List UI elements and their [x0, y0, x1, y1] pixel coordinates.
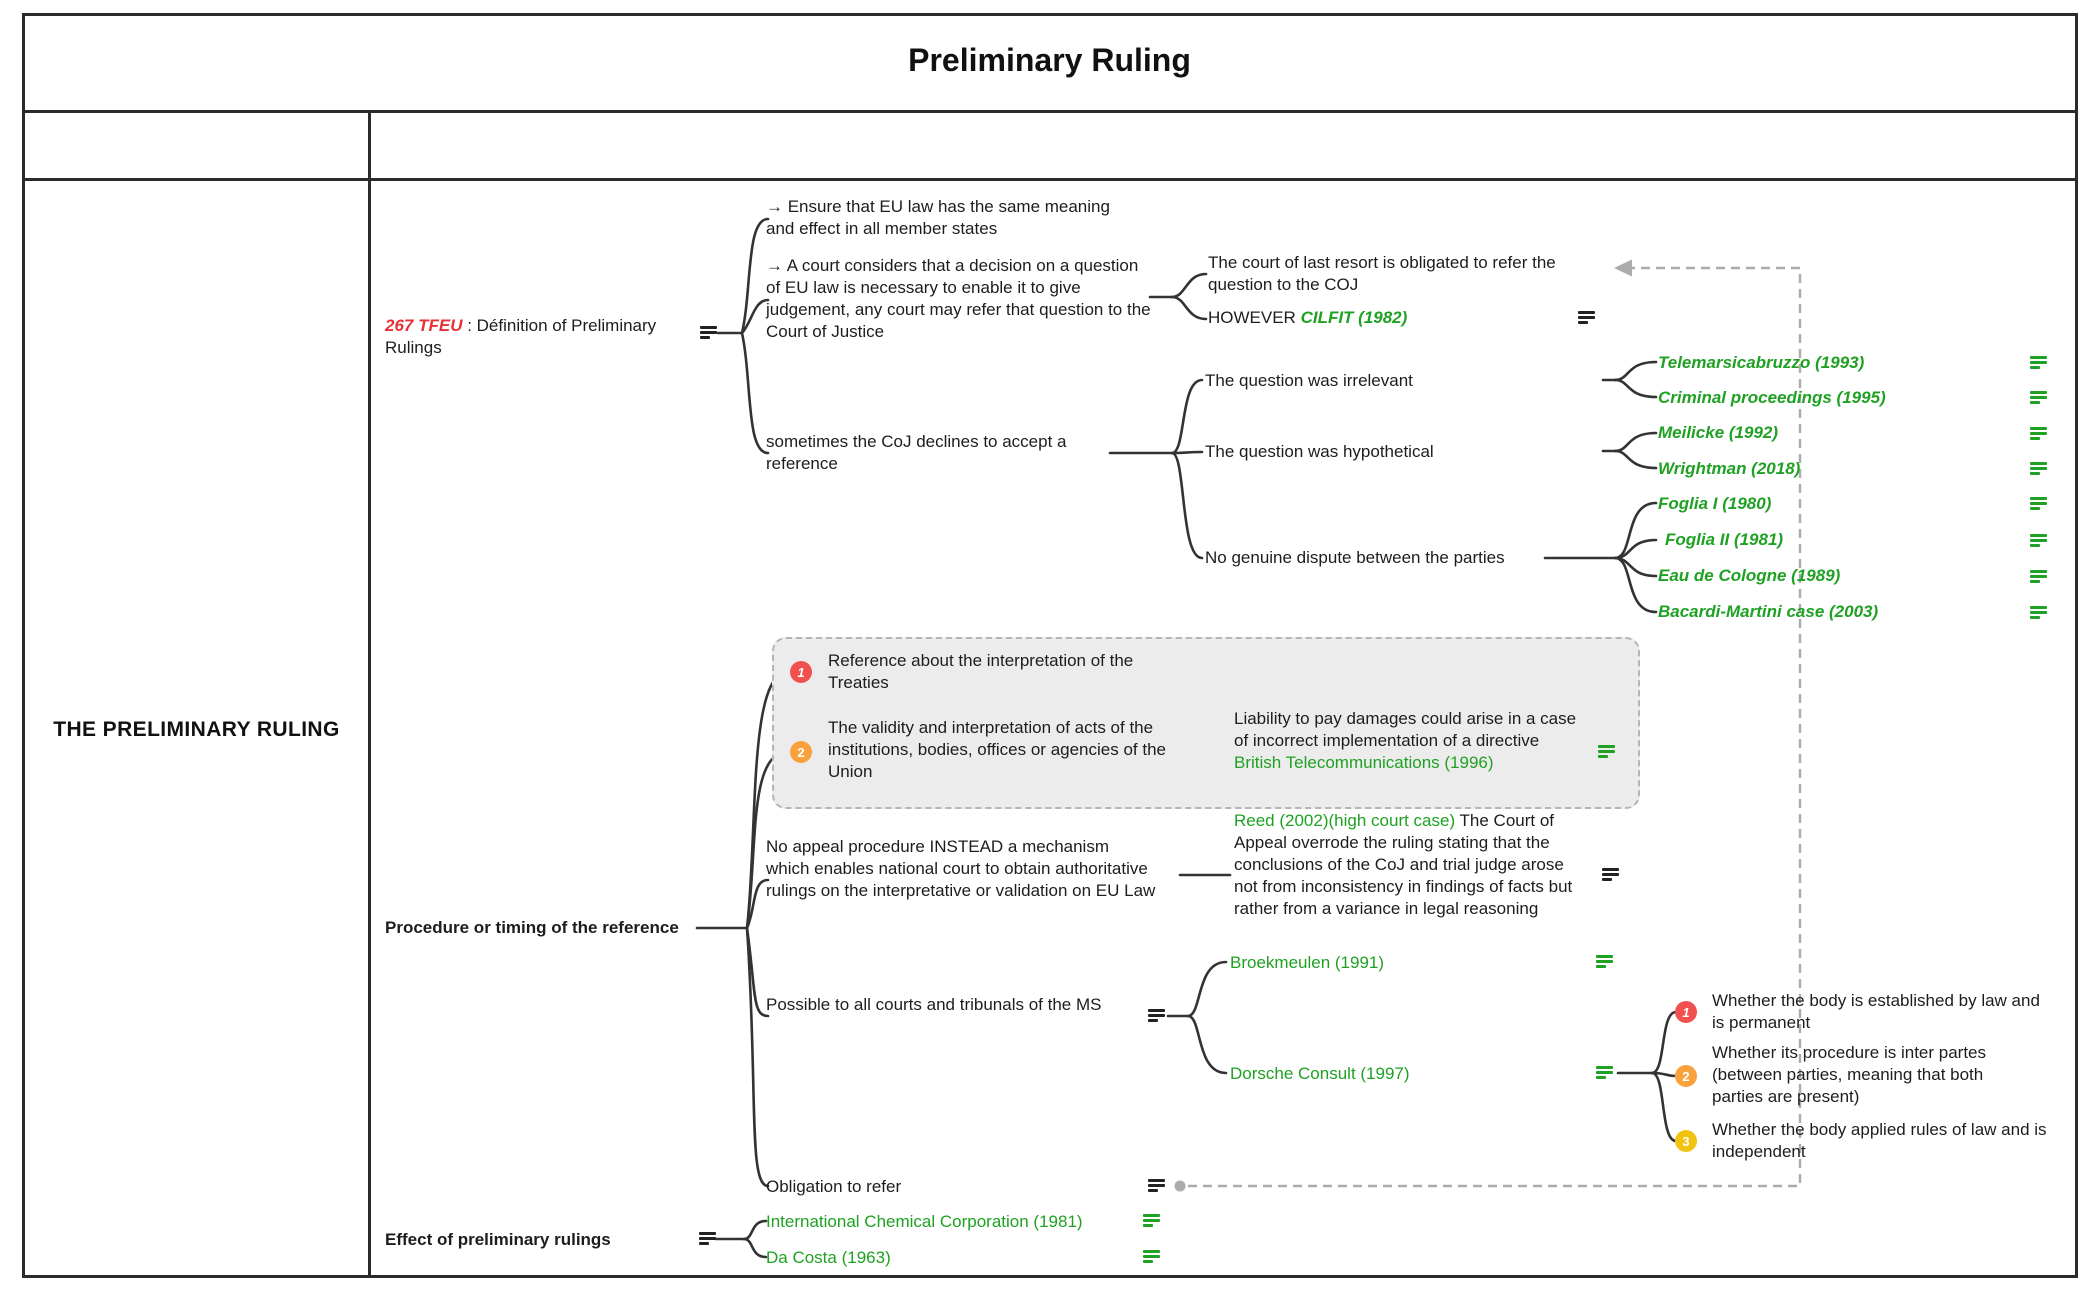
- note-icon[interactable]: [1598, 745, 1615, 758]
- note-icon[interactable]: [2030, 462, 2047, 475]
- case-node[interactable]: Criminal proceedings (1995): [1658, 388, 1886, 407]
- page-title: Preliminary Ruling: [908, 42, 1191, 78]
- case-node[interactable]: Bacardi-Martini case (2003): [1658, 602, 1879, 621]
- case-british-telecom: British Telecommunications (1996): [1234, 753, 1494, 772]
- note-icon[interactable]: [2030, 570, 2047, 583]
- badge-1: 1: [1675, 1001, 1697, 1023]
- node-court-considers[interactable]: → A court considers that a decision on a question of EU law is necessary to enable it to give judgement, any court may refer that question to the Court of Justice: [766, 256, 1151, 341]
- case-cilfit: CILFIT (1982): [1300, 308, 1408, 327]
- node-no-appeal[interactable]: No appeal procedure INSTEAD a mechanism which enables national court to obtain authoritative rulings on the interpretative or validation on EU Law: [766, 837, 1156, 900]
- node-possible-all-courts[interactable]: Possible to all courts and tribunals of the MS: [766, 995, 1102, 1014]
- node-question-irrelevant[interactable]: The question was irrelevant: [1205, 371, 1413, 390]
- case-node[interactable]: Meilicke (1992): [1658, 423, 1779, 442]
- case-node[interactable]: Wrightman (2018): [1658, 459, 1801, 478]
- badge-2: 2: [1675, 1065, 1697, 1087]
- note-icon[interactable]: [1602, 868, 1619, 881]
- note-icon[interactable]: [2030, 391, 2047, 404]
- case-node[interactable]: Foglia II (1981): [1665, 530, 1784, 549]
- note-icon[interactable]: [2030, 606, 2047, 619]
- case-node[interactable]: Telemarsicabruzzo (1993): [1658, 353, 1865, 372]
- note-icon[interactable]: [1148, 1009, 1165, 1022]
- note-icon[interactable]: [1578, 311, 1595, 324]
- node-criterion-established[interactable]: Whether the body is established by law and is permanent: [1712, 991, 2040, 1032]
- note-icon[interactable]: [2030, 497, 2047, 510]
- node-interpretation-treaties[interactable]: Reference about the interpretation of the Treaties: [828, 651, 1134, 692]
- row-label: THE PRELIMINARY RULING: [53, 718, 340, 741]
- note-icon[interactable]: [1596, 1066, 1613, 1079]
- case-node[interactable]: Broekmeulen (1991): [1230, 953, 1385, 972]
- node-however-cilfit[interactable]: HOWEVER CILFIT (1982): [1208, 308, 1408, 327]
- note-icon[interactable]: [700, 326, 717, 339]
- article-ref: 267 TFEU: [385, 316, 463, 335]
- case-node[interactable]: Da Costa (1963): [766, 1248, 891, 1267]
- note-icon[interactable]: [1143, 1250, 1160, 1263]
- node-validity-acts[interactable]: The validity and interpretation of acts of the institutions, bodies, offices or agencies of the Union: [828, 718, 1166, 781]
- node-no-genuine-dispute[interactable]: No genuine dispute between the parties: [1205, 548, 1505, 567]
- table-column-divider: [368, 110, 371, 1278]
- node-procedure-timing[interactable]: Procedure or timing of the reference: [385, 918, 679, 937]
- node-reed[interactable]: Reed (2002)(high court case) The Court of Appeal overrode the ruling stating that the conclusions of the CoJ and trial judge arose not from inconsistency in findings of facts but rather from a variance in legal reasoning: [1234, 811, 1573, 918]
- note-icon[interactable]: [2030, 534, 2047, 547]
- note-icon[interactable]: [699, 1232, 716, 1245]
- case-node[interactable]: Eau de Cologne (1989): [1658, 566, 1841, 585]
- case-node[interactable]: Dorsche Consult (1997): [1230, 1064, 1410, 1083]
- node-ensure-meaning[interactable]: → Ensure that EU law has the same meaning and effect in all member states: [766, 197, 1110, 238]
- node-obligation-to-refer[interactable]: Obligation to refer: [766, 1177, 902, 1196]
- table-row-divider-2: [22, 178, 2078, 181]
- note-icon[interactable]: [2030, 427, 2047, 440]
- node-criterion-inter-partes[interactable]: Whether its procedure is inter partes (between parties, meaning that both parties are present): [1712, 1043, 1987, 1106]
- badge-1: 1: [790, 661, 812, 683]
- note-icon[interactable]: [1143, 1214, 1160, 1227]
- node-267-tfeu[interactable]: 267 TFEU : Définition of Preliminary Rulings: [385, 316, 657, 357]
- badge-2: 2: [790, 741, 812, 763]
- note-icon[interactable]: [2030, 356, 2047, 369]
- case-node[interactable]: Foglia I (1980): [1658, 494, 1772, 513]
- node-last-resort[interactable]: The court of last resort is obligated to refer the question to the COJ: [1208, 253, 1556, 294]
- note-icon[interactable]: [1148, 1179, 1165, 1192]
- table-row-divider-1: [22, 110, 2078, 113]
- case-reed: Reed (2002)(high court case): [1234, 811, 1456, 830]
- note-icon[interactable]: [1596, 955, 1613, 968]
- case-node[interactable]: International Chemical Corporation (1981): [766, 1212, 1083, 1231]
- node-liability-damages[interactable]: Liability to pay damages could arise in a case of incorrect implementation of a directive British Telecommunications (1996): [1234, 709, 1577, 772]
- node-coj-declines[interactable]: sometimes the CoJ declines to accept a reference: [766, 432, 1067, 473]
- node-effect-rulings[interactable]: Effect of preliminary rulings: [385, 1230, 611, 1249]
- node-question-hypothetical[interactable]: The question was hypothetical: [1205, 442, 1434, 461]
- node-criterion-rules-of-law[interactable]: Whether the body applied rules of law and is independent: [1712, 1120, 2047, 1161]
- badge-3: 3: [1675, 1130, 1697, 1152]
